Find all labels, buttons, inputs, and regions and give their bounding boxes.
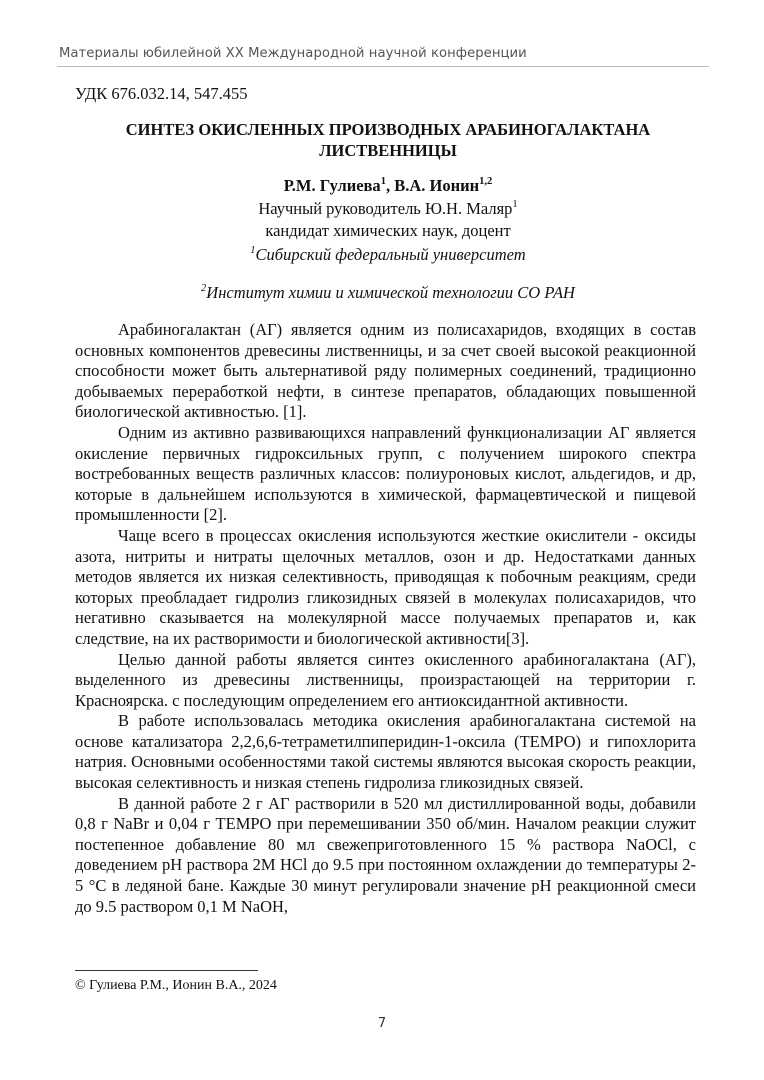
author-2: В.А. Ионин — [394, 176, 480, 195]
article-title-line-1: СИНТЕЗ ОКИСЛЕННЫХ ПРОИЗВОДНЫХ АРАБИНОГАЛАКТАНА — [125, 120, 651, 139]
affiliation-2-name: Институт химии и химической технологии СО РАН — [206, 283, 575, 302]
article-title — [74, 119, 702, 161]
affiliation-1 — [74, 245, 702, 265]
author-1: Р.М. Гулиева — [283, 176, 381, 195]
advisor-affiliation-mark: 1 — [512, 198, 518, 210]
copyright-footnote: © Гулиева Р.М., Ионин В.А., 2024 — [75, 978, 277, 993]
advisor-degree: кандидат химических наук, доцент — [265, 221, 511, 240]
body-paragraph-6: В данной работе 2 г АГ растворили в 520 мл дистиллированной воды, добавили 0,8 г NaBr и 0,04 г TEMPO при перемешивании 350 об/мин. Началом реакции служит постепенное добавление 80 мл свежеприготовленного 15 % раствора NaOCl, с доведением pH раствора 2M HCl до 9.5 при постоянном охлаждении до температуры 2-5 °С в ледяной бане. Каждые 30 минут регулировали значение pH реакционной смеси до 9.5 раствором 0,1 M NaOH, — [75, 793, 696, 916]
page-number: 7 — [377, 1016, 387, 1031]
body-paragraph-5: В работе использовалась методика окисления арабиногалактана системой на основе катализатора 2,2,6,6-тетраметилпиперидин-1-оксила (TEMPO) и гипохлорита натрия. Основными особенностями такой системы являются высокая скорость реакции, высокая селективность и низкая степень гидролиза гликозидных связей. — [75, 711, 696, 793]
author-separator: , — [385, 176, 395, 195]
running-header: Материалы юбилейной XX Международной научной конференции — [59, 46, 527, 61]
affiliation-1-name: Сибирский федеральный университет — [255, 245, 526, 264]
author-2-affiliation-mark: 1,2 — [479, 175, 493, 187]
body-paragraph-3: Чаще всего в процессах окисления используются жесткие окислители - оксиды азота, нитриты и нитраты щелочных металлов, озон и др. Недостатками данных методов является их низкая селективность, приводящая к побочным реакциям, среди которых преобладает гидролиз гликозидных связей в молекулах полисахаридов, что негативно сказывается на молекулярной массе получаемых препаратов и, как следствие, на их растворимости и биологической активности[3]. — [75, 525, 696, 648]
body-paragraph-2: Одним из активно развивающихся направлений функционализации АГ является окисление первичных гидроксильных групп, с получением широкого спектра востребованных веществ различных классов: полиуроновых кислот, альдегидов, и др, которые в дальнейшем используются в химической, фармацевтической и пищевой промышленности [2]. — [75, 422, 696, 525]
authors-line — [74, 176, 702, 196]
affiliation-2-mark: 2 — [201, 282, 207, 294]
header-divider — [57, 66, 709, 67]
footnote-divider — [75, 970, 258, 971]
body-paragraph-4: Целью данной работы является синтез окисленного арабиногалактана (АГ), выделенного из древесины лиственницы, произрастающей на территории г. Красноярска. с последующим определением его антиоксидантной активности. — [75, 649, 696, 710]
affiliation-1-mark: 1 — [250, 244, 256, 256]
advisor-line — [74, 199, 702, 219]
article-title-line-2: ЛИСТВЕННИЦЫ — [319, 141, 457, 160]
udc-code: УДК 676.032.14, 547.455 — [75, 84, 248, 103]
article-body — [75, 320, 696, 917]
body-paragraph-1: Арабиногалактан (АГ) является одним из полисахаридов, входящих в состав основных компонентов древесины лиственницы, и за счет своей высокой реакционной способности может быть альтернативой ряду полимерных соединений, традиционно добываемых переработкой нефти, в синтезе препаратов, обладающих повышенной биологической активностью. [1]. — [75, 320, 696, 422]
affiliation-2 — [74, 283, 702, 303]
author-1-affiliation-mark: 1 — [380, 175, 386, 187]
advisor-name: Научный руководитель Ю.Н. Маляр — [258, 199, 513, 218]
